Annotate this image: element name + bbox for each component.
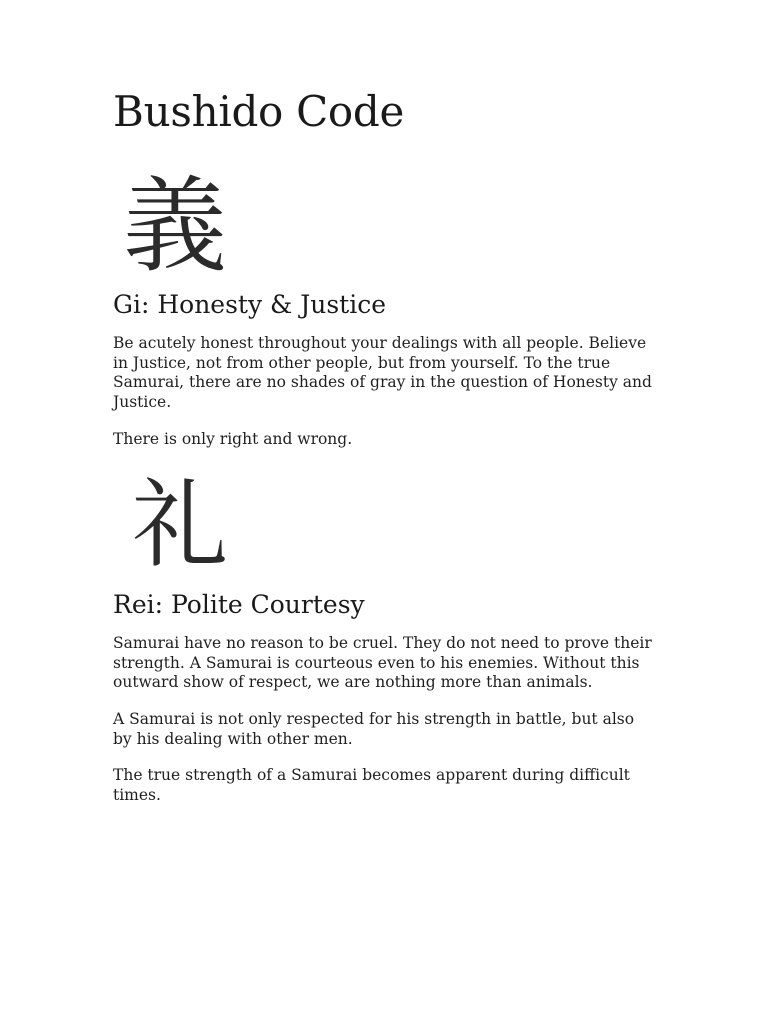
kanji-gi-brush-character: [120, 166, 230, 278]
kanji-gi-glyph: 義: [122, 166, 228, 278]
rei-paragraph-3: The true strength of a Samurai becomes apparent during difficult times.: [113, 766, 630, 804]
rei-paragraph-2: A Samurai is not only respected for his strength in battle, but also by his dealing with other men.: [113, 710, 635, 748]
section-heading-gi: Gi: Honesty & Justice: [113, 290, 387, 319]
section-heading-rei: Rei: Polite Courtesy: [113, 590, 365, 619]
kanji-rei-glyph: 礼: [132, 470, 228, 570]
page-title: Bushido Code: [113, 87, 405, 136]
rei-paragraph-1: Samurai have no reason to be cruel. They do not need to prove their strength. A Samurai is courteous even to his enemies. Without this outward show of respect, we are nothing more than animals.: [113, 634, 652, 691]
gi-paragraph-2: There is only right and wrong.: [113, 430, 353, 448]
kanji-rei-brush-character: [120, 470, 250, 570]
gi-paragraph-1: Be acutely honest throughout your dealings with all people. Believe in Justice, not from other people, but from yourself. To the true Samurai, there are no shades of gray in the question of Honesty and Justice.: [113, 334, 652, 411]
